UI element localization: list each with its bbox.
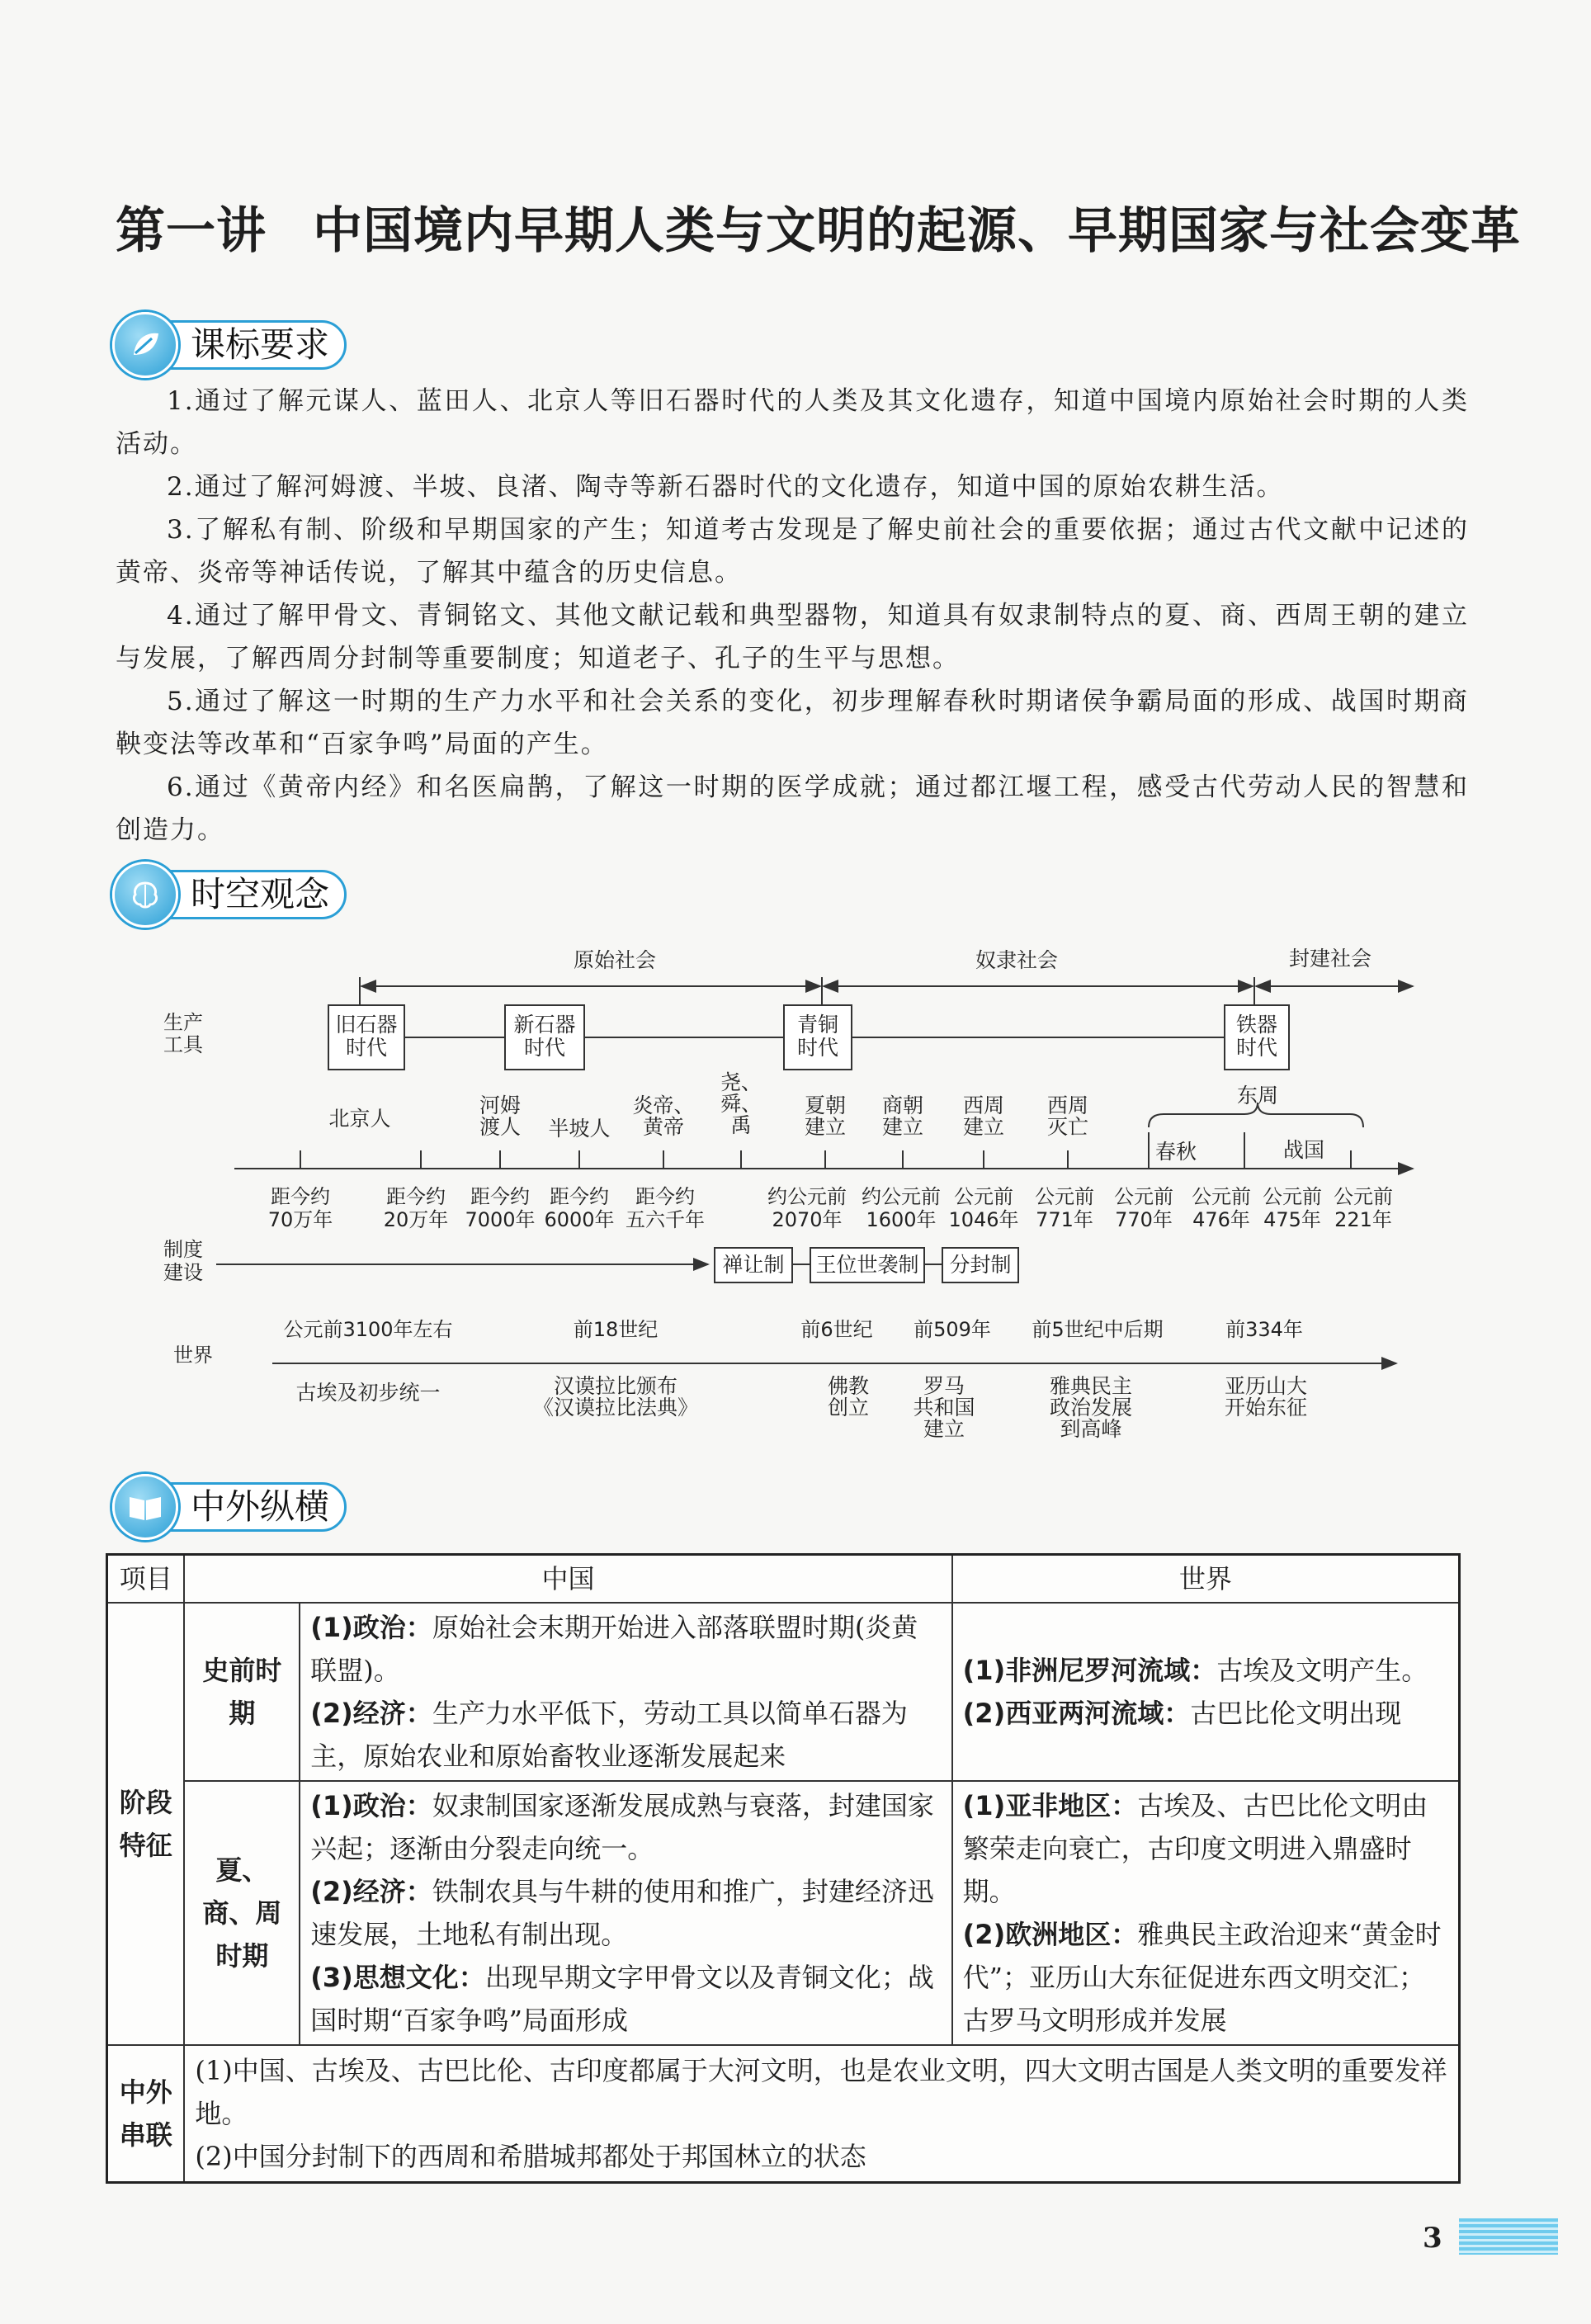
event-label: 北京人 — [328, 1107, 391, 1131]
event-label: 河姆 — [479, 1094, 522, 1117]
date-label: 公元前 — [1263, 1185, 1322, 1208]
page-number: 3 — [1423, 2222, 1442, 2255]
date-label: 1046年 — [948, 1208, 1019, 1231]
item-text: 古巴比伦文明出现 — [1190, 1698, 1402, 1729]
tool-text: 新石器 — [513, 1013, 576, 1037]
world-item — [963, 1913, 1448, 2042]
date-label: 距今约 — [271, 1185, 330, 1208]
header-world: 世界 — [952, 1555, 1460, 1604]
event-label: 灭亡 — [1046, 1115, 1089, 1139]
book-icon — [112, 1474, 178, 1540]
page-title — [116, 191, 1521, 260]
tools-label: 生产 — [163, 1011, 203, 1034]
tool-text: 时代 — [345, 1036, 388, 1060]
event-label: 禹 — [730, 1113, 752, 1137]
world-event: 雅典民主 — [1049, 1374, 1133, 1398]
requirements-list — [116, 380, 1469, 852]
world-cell — [952, 1603, 1460, 1781]
link-cell — [184, 2045, 1459, 2183]
dongzhou-label: 东周 — [1236, 1084, 1279, 1108]
brain-icon — [112, 862, 178, 928]
event-label: 建立 — [804, 1115, 847, 1139]
world-event: 共和国 — [913, 1396, 975, 1419]
world-event: 罗马 — [923, 1374, 965, 1398]
world-event: 建立 — [923, 1417, 965, 1441]
link-item: (2)中国分封制下的西周和希腊城邦都处于邦国林立的状态 — [195, 2141, 866, 2172]
event-label: 半坡人 — [548, 1117, 611, 1141]
china-item — [310, 1870, 941, 1956]
date-label: 公元前 — [1334, 1185, 1393, 1208]
system-text: 分封制 — [949, 1253, 1012, 1277]
requirement-item: 5.通过了解这一时期的生产力水平和社会关系的变化，初步理解春秋时期诸侯争霸局面的形成、战国时期商鞅变法等改革和“百家争鸣”局面的产生。 — [116, 687, 1469, 759]
system-box — [810, 1248, 924, 1282]
date-label: 公元前 — [1035, 1185, 1094, 1208]
system-label: 建设 — [163, 1261, 203, 1284]
world-event: 到高峰 — [1060, 1417, 1122, 1441]
requirement-item: 6.通过《黄帝内经》和名医扁鹊，了解这一时期的医学成就；通过都江堰工程，感受古代劳动人民的智慧和创造力。 — [116, 772, 1469, 845]
header-china: 中国 — [184, 1555, 951, 1604]
date-label: 约公元前 — [862, 1185, 941, 1208]
china-item — [310, 1692, 941, 1778]
item-label: (2)经济： — [310, 1698, 432, 1729]
world-event: 佛教 — [827, 1374, 870, 1398]
society-label: 封建社会 — [1288, 947, 1372, 971]
requirement-item: 2.通过了解河姆渡、半坡、良渚、陶寺等新石器时代的文化遗存，知道中国的原始农耕生活。 — [167, 472, 1284, 502]
comparison-table — [106, 1553, 1461, 2184]
lecture-title: 中国境内早期人类与文明的起源、早期国家与社会变革 — [313, 202, 1521, 260]
item-text: 生产力水平低下，劳动工具以简单石器为主，原始农业和原始畜牧业逐渐发展起来 — [310, 1698, 908, 1772]
date-label: 五六千年 — [626, 1208, 705, 1231]
tool-box — [505, 1005, 584, 1070]
world-item — [963, 1784, 1448, 1913]
tool-text: 旧石器 — [335, 1013, 398, 1037]
world-event: 创立 — [827, 1396, 870, 1419]
date-label: 距今约 — [470, 1185, 530, 1208]
system-box — [942, 1248, 1018, 1282]
link-item: (1)中国、古埃及、古巴比伦、古印度都属于大河文明，也是农业文明，四大文明古国是人类文明的重要发祥地。 — [195, 2055, 1447, 2129]
leaf-icon — [112, 312, 178, 378]
item-label: (3)思想文化： — [310, 1962, 485, 1993]
world-event: 亚历山大 — [1224, 1374, 1308, 1398]
table-row — [107, 1603, 1460, 1781]
system-text: 禅让制 — [722, 1253, 785, 1277]
event-label: 炎帝、 — [632, 1094, 695, 1117]
item-label: (1)政治： — [310, 1790, 432, 1821]
system-box — [715, 1248, 792, 1282]
period-label: 夏、商、周时期 — [184, 1781, 300, 2045]
item-text: 古埃及、古巴比伦文明由繁荣走向衰亡，古印度文明进入鼎盛时期。 — [962, 1790, 1428, 1907]
tool-box — [1225, 1005, 1289, 1070]
date-label: 距今约 — [386, 1185, 446, 1208]
date-label: 7000年 — [465, 1208, 536, 1231]
date-label: 距今约 — [550, 1185, 609, 1208]
section-title: 课标要求 — [147, 320, 347, 370]
world-event: 政治发展 — [1049, 1396, 1133, 1419]
requirement-item: 1.通过了解元谋人、蓝田人、北京人等旧石器时代的人类及其文化遗存，知道中国境内原始社会时期的人类活动。 — [116, 386, 1469, 459]
event-label: 商朝 — [881, 1094, 924, 1117]
world-item — [963, 1649, 1448, 1692]
date-label: 770年 — [1115, 1208, 1173, 1231]
event-label: 夏朝 — [804, 1094, 847, 1117]
society-label: 原始社会 — [573, 948, 657, 972]
item-text: 原始社会末期开始进入部落联盟时期(炎黄联盟)。 — [310, 1612, 918, 1686]
world-cell — [952, 1781, 1460, 2045]
china-item — [310, 1956, 941, 2042]
tool-text: 铁器 — [1235, 1013, 1278, 1037]
date-label: 约公元前 — [767, 1185, 847, 1208]
zhanguo-label: 战国 — [1282, 1138, 1325, 1162]
item-text: 古埃及文明产生。 — [1216, 1655, 1428, 1686]
society-label: 奴隶社会 — [975, 948, 1059, 972]
date-label: 1600年 — [866, 1208, 937, 1231]
date-label: 公元前 — [1192, 1185, 1251, 1208]
table-row — [107, 1781, 1460, 2045]
chunqiu-label: 春秋 — [1155, 1140, 1197, 1164]
page-decoration-bar — [1459, 2218, 1558, 2255]
china-cell — [300, 1781, 951, 2045]
item-text: 雅典民主政治迎来“黄金时代”；亚历山大东征促进东西文明交汇；古罗马文明形成并发展 — [962, 1919, 1442, 2036]
world-event: 汉谟拉比颁布 — [553, 1374, 678, 1398]
tool-text: 青铜 — [796, 1013, 839, 1037]
tool-box — [328, 1005, 404, 1070]
item-label: (1)亚非地区： — [962, 1790, 1138, 1821]
period-label: 史前时期 — [184, 1603, 300, 1781]
date-label: 2070年 — [772, 1208, 843, 1231]
link-label: 中外串联 — [107, 2045, 185, 2183]
world-date: 前334年 — [1225, 1318, 1303, 1341]
date-label: 20万年 — [383, 1208, 449, 1231]
event-label: 尧、 — [720, 1070, 762, 1094]
world-date: 前509年 — [914, 1318, 991, 1341]
item-label: (2)经济： — [310, 1876, 432, 1907]
event-label: 西周 — [962, 1094, 1005, 1117]
date-label: 6000年 — [544, 1208, 615, 1231]
china-item — [310, 1606, 941, 1692]
item-text: 出现早期文字甲骨文以及青铜文化；战国时期“百家争鸣”局面形成 — [310, 1962, 934, 2036]
item-label: (1)政治： — [310, 1612, 432, 1643]
header-item: 项目 — [107, 1555, 185, 1604]
world-event: 《汉谟拉比法典》 — [532, 1396, 699, 1419]
event-label: 黄帝 — [642, 1115, 685, 1139]
date-label: 公元前 — [954, 1185, 1013, 1208]
world-event: 古埃及初步统一 — [295, 1381, 441, 1405]
section-title: 时空观念 — [147, 870, 347, 919]
china-cell — [300, 1603, 951, 1781]
table-header-row — [107, 1555, 1460, 1604]
item-label: (1)非洲尼罗河流域： — [962, 1655, 1217, 1686]
event-label: 舜、 — [720, 1092, 762, 1116]
world-label: 世界 — [173, 1344, 213, 1367]
item-label: (2)欧洲地区： — [962, 1919, 1138, 1950]
china-item — [310, 1784, 941, 1870]
event-label: 建立 — [962, 1115, 1005, 1139]
date-label: 70万年 — [267, 1208, 333, 1231]
date-label: 476年 — [1192, 1208, 1250, 1231]
date-label: 771年 — [1036, 1208, 1093, 1231]
date-label: 公元前 — [1114, 1185, 1173, 1208]
tool-text: 时代 — [1235, 1036, 1278, 1060]
tool-text: 时代 — [796, 1036, 839, 1060]
world-date: 前6世纪 — [800, 1318, 873, 1341]
event-label: 建立 — [881, 1115, 924, 1139]
tools-label: 工具 — [163, 1033, 203, 1056]
table-row — [107, 2045, 1460, 2183]
item-text: 铁制农具与牛耕的使用和推广，封建经济迅速发展，土地私有制出现。 — [310, 1876, 934, 1950]
date-label: 221年 — [1334, 1208, 1392, 1231]
date-label: 475年 — [1263, 1208, 1321, 1231]
system-text: 王位世袭制 — [815, 1253, 919, 1277]
date-label: 距今约 — [635, 1185, 695, 1208]
world-date: 前18世纪 — [573, 1318, 659, 1341]
stage-label: 阶段特征 — [107, 1603, 185, 2045]
world-event: 开始东征 — [1224, 1396, 1308, 1419]
tool-text: 时代 — [523, 1036, 566, 1060]
timeline-diagram — [0, 941, 1591, 1469]
world-item — [963, 1692, 1448, 1735]
date-labels — [268, 1185, 1393, 1231]
event-label: 渡人 — [479, 1115, 522, 1139]
system-label: 制度 — [163, 1238, 203, 1261]
world-date: 前5世纪中后期 — [1032, 1318, 1164, 1341]
tool-box — [784, 1005, 852, 1070]
item-text: 奴隶制国家逐渐发展成熟与衰落，封建国家兴起；逐渐由分裂走向统一。 — [310, 1790, 934, 1864]
requirement-item: 3.了解私有制、阶级和早期国家的产生；知道考古发现是了解史前社会的重要依据；通过古代文献中记述的黄帝、炎帝等神话传说，了解其中蕴含的历史信息。 — [116, 515, 1469, 588]
event-label: 西周 — [1046, 1094, 1089, 1117]
lecture-number: 第一讲 — [116, 202, 267, 260]
section-title: 中外纵横 — [147, 1482, 347, 1532]
requirement-item: 4.通过了解甲骨文、青铜铭文、其他文献记载和典型器物，知道具有奴隶制特点的夏、商、西周王朝的建立与发展，了解西周分封制等重要制度；知道老子、孔子的生平与思想。 — [116, 601, 1469, 673]
world-date: 公元前3100年左右 — [283, 1318, 453, 1341]
item-label: (2)西亚两河流域： — [962, 1698, 1191, 1729]
